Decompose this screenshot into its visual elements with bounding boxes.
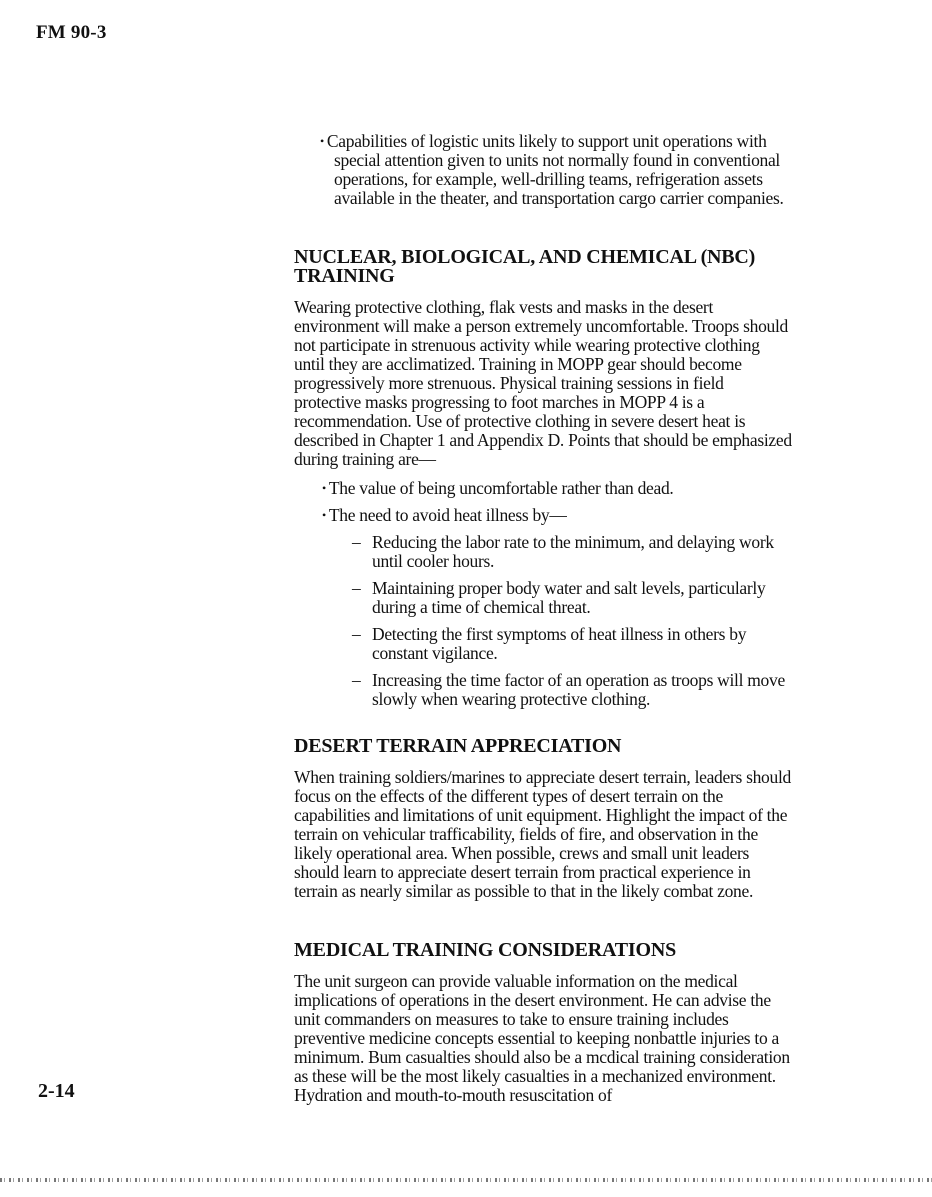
sub-item-text: Maintaining proper body water and salt levels, particularly during a time of chemical threat. [372,578,766,617]
scan-edge-artifact [0,1178,932,1182]
sub-item-text: Reducing the labor rate to the minimum, and delaying work until cooler hours. [372,532,774,571]
medical-section [294,941,794,1105]
dash-icon: – [352,532,361,552]
terrain-section [294,737,794,901]
list-item [322,506,794,709]
sub-item-text: Detecting the first symptoms of heat illness in others by constant vigilance. [372,624,747,663]
nbc-bullet-list [294,479,794,709]
page-number: 2-14 [38,1080,75,1102]
bullet-text: The need to avoid heat illness by— [328,505,567,525]
sub-list-item [352,625,794,663]
sub-item-text: Increasing the time factor of an operation as troops will move slowly when wearing protective clothing. [372,670,785,709]
page-header: FM 90-3 [36,22,107,43]
main-content [294,128,794,1105]
intro-bullet-item [320,132,794,208]
terrain-paragraph: When training soldiers/marines to appreciate desert terrain, leaders should focus on the effects of the different types of desert terrain on the capabilities and limitations of unit equipment. Highlight the impact of the terrain on vehicular trafficability, fields of fire, and observation in the likely operational area. When possible, crews and small unit leaders should learn to appreciate desert terrain from practical experience in terrain as nearly similar as possible to that in the likely combat zone. [294,767,791,901]
medical-paragraph: The unit surgeon can provide valuable information on the medical implications of operations in the desert environment. He can advise the unit commanders on measures to take to ensure training includes preventive medicine concepts essential to keeping nonbattle injuries to a minimum. Bum casualties should also be a mcdical training consideration as these will be the most likely casualties in a mechanized environment. Hydration and mouth-to-mouth resuscitation of [294,971,790,1105]
medical-heading: MEDICAL TRAINING CONSIDERATIONS [294,939,677,961]
nbc-section [294,248,794,709]
list-item [322,479,794,498]
nbc-heading: NUCLEAR, BIOLOGICAL, AND CHEMICAL (NBC) TRAINING [294,246,756,287]
dash-icon: – [352,624,361,644]
bullet-text: The value of being uncomfortable rather than dead. [328,478,674,498]
nbc-paragraph: Wearing protective clothing, flak vests and masks in the desert environment will make a person extremely uncomfortable. Troops should not participate in strenuous activity while wearing protective clothing until they are acclimatized. Training in MOPP gear should become progressively more strenuous. Physical training sessions in field protective masks progressing to foot marches in MOPP 4 is a recommendation. Use of protective clothing in severe desert heat is described in Chapter 1 and Appendix D. Points that should be emphasized during training are— [294,297,792,469]
sub-list-item [352,671,794,709]
intro-bullet-text: Capabilities of logistic units likely to support unit operations with special attention given to units not normally found in conventional operations, for example, well-drilling teams, refrigeration assets available in the theater, and transportation cargo carrier companies. [326,131,784,208]
bullet-icon: • [322,481,326,495]
bullet-icon: • [320,134,324,148]
dash-icon: – [352,670,361,690]
heat-illness-sublist [332,533,794,709]
sub-list-item [352,533,794,571]
bullet-icon: • [322,508,326,522]
terrain-heading: DESERT TERRAIN APPRECIATION [294,735,622,757]
sub-list-item [352,579,794,617]
dash-icon: – [352,578,361,598]
